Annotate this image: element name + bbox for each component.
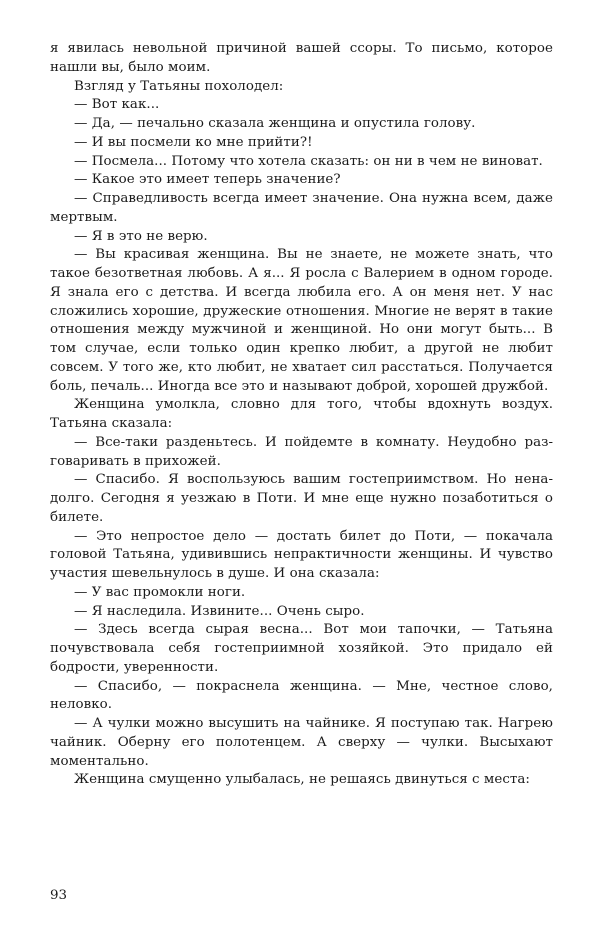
- paragraph-3: — Вот как...: [74, 97, 160, 113]
- paragraph-14: — Это непростое дело — достать билет до Поти, — покачала головой Татьяна, удивившись непрактичности женщины. И чувство участия шевельнулось в душе. И она сказала:: [50, 528, 553, 581]
- paragraph-16: — Я наследила. Извините... Очень сыро.: [74, 603, 365, 619]
- paragraph-11: Женщина умолкла, словно для того, чтобы вдохнуть воздух. Татьяна сказала:: [50, 397, 553, 431]
- paragraph-13: — Спасибо. Я воспользуюсь вашим гостеприимством. Но ненадолго. Сегодня я уезжаю в Поти. И мне еще нужно позаботиться о билете.: [50, 472, 553, 525]
- paragraph-17: — Здесь всегда сырая весна... Вот мои тапочки, — Татьяна почувствовала себя гостеприимной хозяйкой. Это придало ей бодрости, уверенности.: [50, 622, 553, 675]
- paragraph-2: Взгляд у Татьяны похолодел:: [74, 78, 284, 94]
- paragraph-7: — Какое это имеет теперь значение?: [74, 172, 341, 188]
- paragraph-5: — И вы посмели ко мне прийти?!: [74, 134, 313, 150]
- paragraph-15: — У вас промокли ноги.: [74, 584, 246, 600]
- paragraph-20: Женщина смущенно улыбалась, не решаясь двинуться с места:: [74, 772, 530, 788]
- page-text: [50, 40, 553, 790]
- paragraph-9: — Я в это не верю.: [74, 228, 208, 244]
- page-number: 93: [50, 888, 68, 903]
- paragraph-6: — Посмела... Потому что хотела сказать: он ни в чем не виноват.: [74, 153, 543, 169]
- paragraph-10: — Вы красивая женщина. Вы не знаете, не можете знать, что такое безответная любовь. А я... Я росла с Валерием в одном городе. Я знала его с детства. И всегда любила его. А он меня нет. У нас сложились хорошие, дружеские отношения. Многие не верят в такие отношения между мужчиной и женщиной. Но они могут быть... В том случае, если только один крепко любит, а другой не любит совсем. У того же, кто любит, не хватает сил расстаться. Получается боль, печаль... Иногда все это и называют доброй, хорошей дружбой.: [50, 247, 553, 394]
- paragraph-12: — Все-таки разденьтесь. И пойдемте в комнату. Неудобно разговаривать в прихожей.: [50, 434, 553, 469]
- paragraph-1: я явилась невольной причиной вашей ссоры. То письмо, которое нашли вы, было моим.: [50, 41, 553, 75]
- paragraph-18: — Спасибо, — покраснела женщина. — Мне, честное слово, неловко.: [50, 678, 553, 713]
- paragraph-19: — А чулки можно высушить на чайнике. Я поступаю так. Нагрею чайник. Оберну его полотенцем. А сверху — чулки. Высыхают моментально.: [50, 716, 553, 769]
- paragraph-8: — Справедливость всегда имеет значение. Она нужна всем, даже мертвым.: [50, 191, 553, 225]
- paragraph-4: — Да, — печально сказала женщина и опустила голову.: [74, 116, 476, 131]
